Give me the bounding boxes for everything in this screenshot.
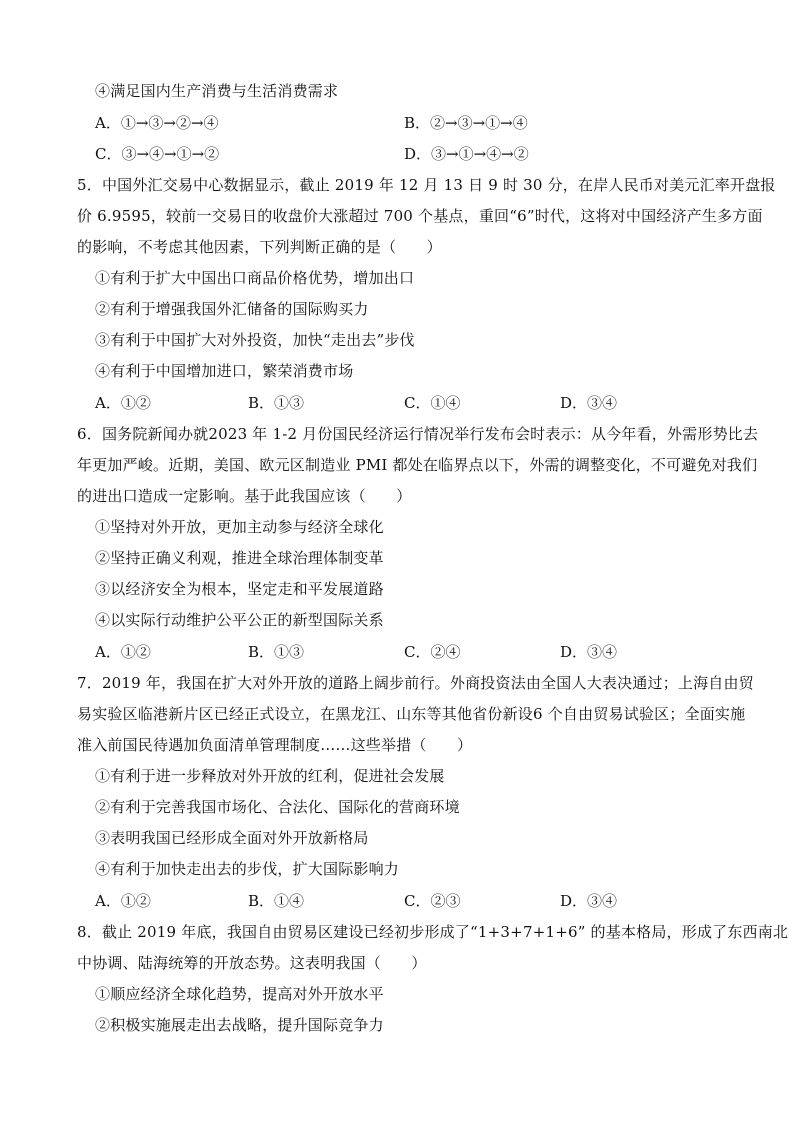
q4-choice-c: C．③→④→①→② (95, 145, 220, 163)
q4-choice-b: B．②→③→①→④ (404, 114, 528, 132)
q6-choice-d: D．③④ (560, 643, 618, 661)
q7-option-3: ③表明我国已经形成全面对外开放新格局 (95, 829, 369, 847)
q5-option-2: ②有利于增强我国外汇储备的国际购买力 (95, 300, 369, 318)
q8-option-2: ②积极实施展走出去战略，提升国际竞争力 (95, 1016, 384, 1034)
q6-option-3: ③以经济安全为根本，坚定走和平发展道路 (95, 580, 384, 598)
q7-option-1: ①有利于进一步释放对外开放的红利，促进社会发展 (95, 767, 445, 785)
q7-stem-line-2: 易实验区临港新片区已经正式设立，在黑龙江、山东等其他省份新设6 个自由贸易试验区；全面实施 (77, 705, 746, 723)
q8-stem-line-2: 中协调、陆海统筹的开放态势。这表明我国（ ） (77, 954, 427, 972)
q7-stem-line-1: 7．2019 年，我国在扩大对外开放的道路上阔步前行。外商投资法由全国人大表决通过；上海自由贸 (77, 674, 754, 692)
q7-choice-a: A．①② (95, 892, 151, 910)
q5-choice-d: D．③④ (560, 394, 618, 412)
q5-choice-b: B．①③ (248, 394, 305, 412)
q5-stem-line-1: 5．中国外汇交易中心数据显示，截止 2019 年 12 月 13 日 9 时 30 分，在岸人民币对美元汇率开盘报 (77, 176, 776, 194)
q7-stem-line-3: 准入前国民待遇加负面清单管理制度……这些举措（ ） (77, 736, 473, 754)
q8-stem-line-1: 8．截止 2019 年底，我国自由贸易区建设已经初步形成了“1+3+7+1+6” 的基本格局，形成了东西南北 (77, 923, 789, 941)
q6-option-2: ②坚持正确义利观，推进全球治理体制变革 (95, 549, 384, 567)
q5-stem-line-2: 价 6.9595，较前一交易日的收盘价大涨超过 700 个基点，重回“6”时代，这将对中国经济产生多方面 (77, 207, 763, 225)
q6-stem-line-1: 6．国务院新闻办就2023 年 1-2 月份国民经济运行情况举行发布会时表示：从今年看，外需形势比去 (77, 425, 759, 443)
q7-choice-c: C．②③ (404, 892, 461, 910)
q6-stem-line-2: 年更加严峻。近期，美国、欧元区制造业 PMI 都处在临界点以下，外需的调整变化，不可避免对我们 (77, 456, 758, 474)
q4-option-4: ④满足国内生产消费与生活消费需求 (95, 82, 339, 100)
q5-option-3: ③有利于中国扩大对外投资，加快“走出去”步伐 (95, 331, 415, 349)
q5-option-1: ①有利于扩大中国出口商品价格优势，增加出口 (95, 269, 415, 287)
q6-choice-b: B．①③ (248, 643, 305, 661)
q5-choice-c: C．①④ (404, 394, 461, 412)
q6-stem-line-3: 的进出口造成一定影响。基于此我国应该（ ） (77, 487, 412, 505)
q5-choice-a: A．①② (95, 394, 151, 412)
q6-choice-a: A．①② (95, 643, 151, 661)
q7-option-4: ④有利于加快走出去的步伐，扩大国际影响力 (95, 860, 400, 878)
q6-choice-c: C．②④ (404, 643, 461, 661)
q4-choice-d: D．③→①→④→② (404, 145, 529, 163)
q7-option-2: ②有利于完善我国市场化、合法化、国际化的营商环境 (95, 798, 460, 816)
q5-option-4: ④有利于中国增加进口，繁荣消费市场 (95, 362, 354, 380)
q6-option-4: ④以实际行动维护公平公正的新型国际关系 (95, 611, 384, 629)
q7-choice-b: B．①④ (248, 892, 305, 910)
q5-stem-line-3: 的影响，不考虑其他因素，下列判断正确的是（ ） (77, 238, 442, 256)
q4-choice-a: A．①→③→②→④ (95, 114, 219, 132)
q6-option-1: ①坚持对外开放，更加主动参与经济全球化 (95, 518, 384, 536)
q7-choice-d: D．③④ (560, 892, 618, 910)
q8-option-1: ①顺应经济全球化趋势，提高对外开放水平 (95, 985, 384, 1003)
